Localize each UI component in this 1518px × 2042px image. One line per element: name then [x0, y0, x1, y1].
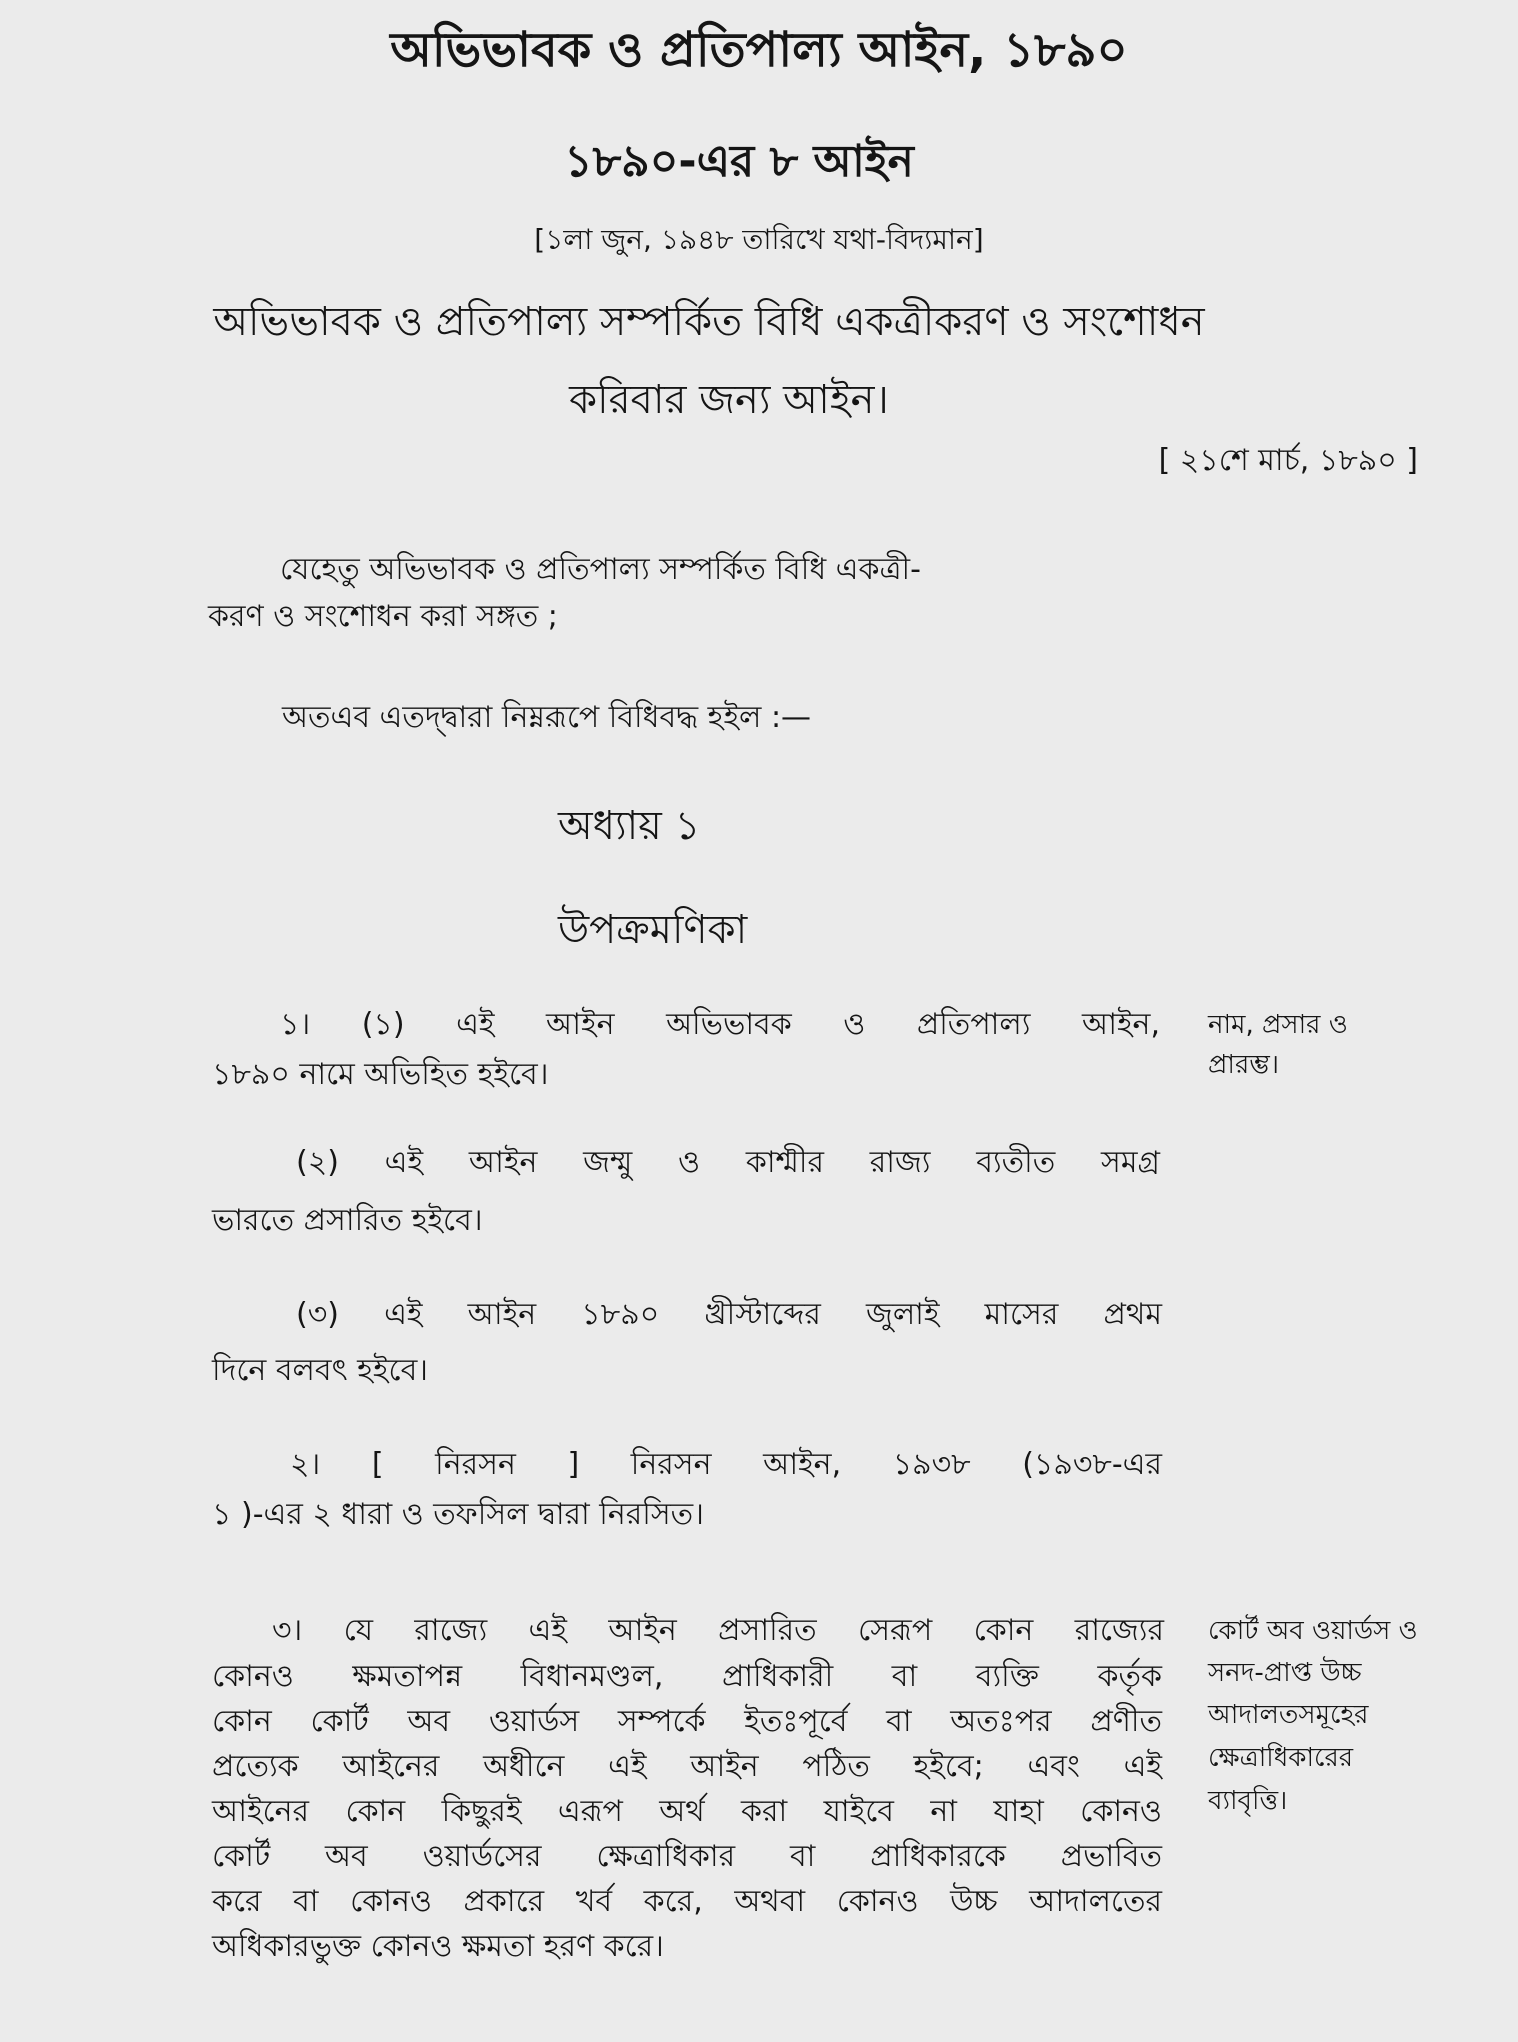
section-3-line-7: করে বা কোনও প্রকারে খর্ব করে, অথবা কোনও উচ্চ আদালতের [212, 1884, 1162, 1919]
section-1-2-line-1: (২) এই আইন জম্মু ও কাশ্মীর রাজ্য ব্যতীত সমগ্র [296, 1145, 1160, 1180]
section-1-3-line-2: দিনে বলবৎ হইবে। [212, 1353, 429, 1388]
act-number: ১৮৯০-এর ৮ আইন [564, 136, 914, 187]
section-3-line-8: অধিকারভুক্ত কোনও ক্ষমতা হরণ করে। [212, 1929, 664, 1964]
preamble-line-1: যেহেতু অভিভাবক ও প্রতিপাল্য সম্পর্কিত বিধি একত্রী- [280, 552, 921, 587]
section-3-line-1: ৩। যে রাজ্যে এই আইন প্রসারিত সেরূপ কোন রাজ্যের [272, 1613, 1164, 1648]
chapter-heading: অধ্যায় ১ [558, 803, 701, 849]
section-3-line-5: আইনের কোন কিছুরই এরূপ অর্থ করা যাইবে না যাহা কোনও [212, 1794, 1162, 1829]
margin-note-3-line-3: আদালতসমূহের [1208, 1700, 1369, 1730]
section-3-line-4: প্রত্যেক আইনের অধীনে এই আইন পঠিত হইবে; এবং এই [212, 1749, 1162, 1784]
section-1-2-line-2: ভারতে প্রসারিত হইবে। [212, 1203, 483, 1238]
margin-note-3-line-2: সনদ-প্রাপ্ত উচ্চ [1208, 1658, 1362, 1688]
act-title: অভিভাবক ও প্রতিপাল্য আইন, ১৮৯০ [390, 22, 1128, 78]
long-title-line-2: করিবার জন্য আইন। [569, 377, 889, 423]
section-1-1-line-2: ১৮৯০ নামে অভিহিত হইবে। [212, 1057, 549, 1092]
section-3-line-3: কোন কোর্ট অব ওয়ার্ডস সম্পর্কে ইতঃপূর্বে বা অতঃপর প্রণীত [212, 1704, 1162, 1739]
margin-note-3-line-1: কোর্ট অব ওয়ার্ডস ও [1208, 1616, 1418, 1646]
chapter-subheading: উপক্রমণিকা [558, 907, 748, 953]
as-on-date: [১লা জুন, ১৯৪৮ তারিখে যথা-বিদ্যমান] [534, 223, 984, 256]
margin-note-3-line-4: ক্ষেত্রাধিকারের [1208, 1743, 1354, 1773]
section-2-line-2: ১ )-এর ২ ধারা ও তফসিল দ্বারা নিরসিত। [212, 1497, 704, 1532]
section-2-line-1: ২। [ নিরসন ] নিরসন আইন, ১৯৩৮ (১৯৩৮-এর [290, 1447, 1162, 1482]
margin-note-3-line-5: ব্যাবৃত্তি। [1208, 1786, 1288, 1816]
section-1-3-line-1: (৩) এই আইন ১৮৯০ খ্রীস্টাব্দের জুলাই মাসের প্রথম [296, 1297, 1162, 1332]
enactment-date: [ ২১শে মার্চ, ১৮৯০ ] [1158, 443, 1418, 478]
section-3-line-2: কোনও ক্ষমতাপন্ন বিধানমণ্ডল, প্রাধিকারী বা ব্যক্তি কর্তৃক [212, 1659, 1162, 1694]
margin-note-1-line-2: প্রারম্ভ। [1208, 1050, 1280, 1080]
section-1-1-line-1: ১। (১) এই আইন অভিভাবক ও প্রতিপাল্য আইন, [280, 1007, 1160, 1042]
section-3-line-6: কোর্ট অব ওয়ার্ডসের ক্ষেত্রাধিকার বা প্রাধিকারকে প্রভাবিত [212, 1839, 1162, 1874]
margin-note-1-line-1: নাম, প্রসার ও [1208, 1010, 1348, 1040]
preamble-line-2: করণ ও সংশোধন করা সঙ্গত ; [208, 599, 558, 634]
enacting-clause: অতএব এতদ্দ্বারা নিম্নরূপে বিধিবদ্ধ হইল :— [282, 700, 812, 735]
long-title-line-1: অভিভাবক ও প্রতিপাল্য সম্পর্কিত বিধি একত্রীকরণ ও সংশোধন [213, 299, 1205, 345]
